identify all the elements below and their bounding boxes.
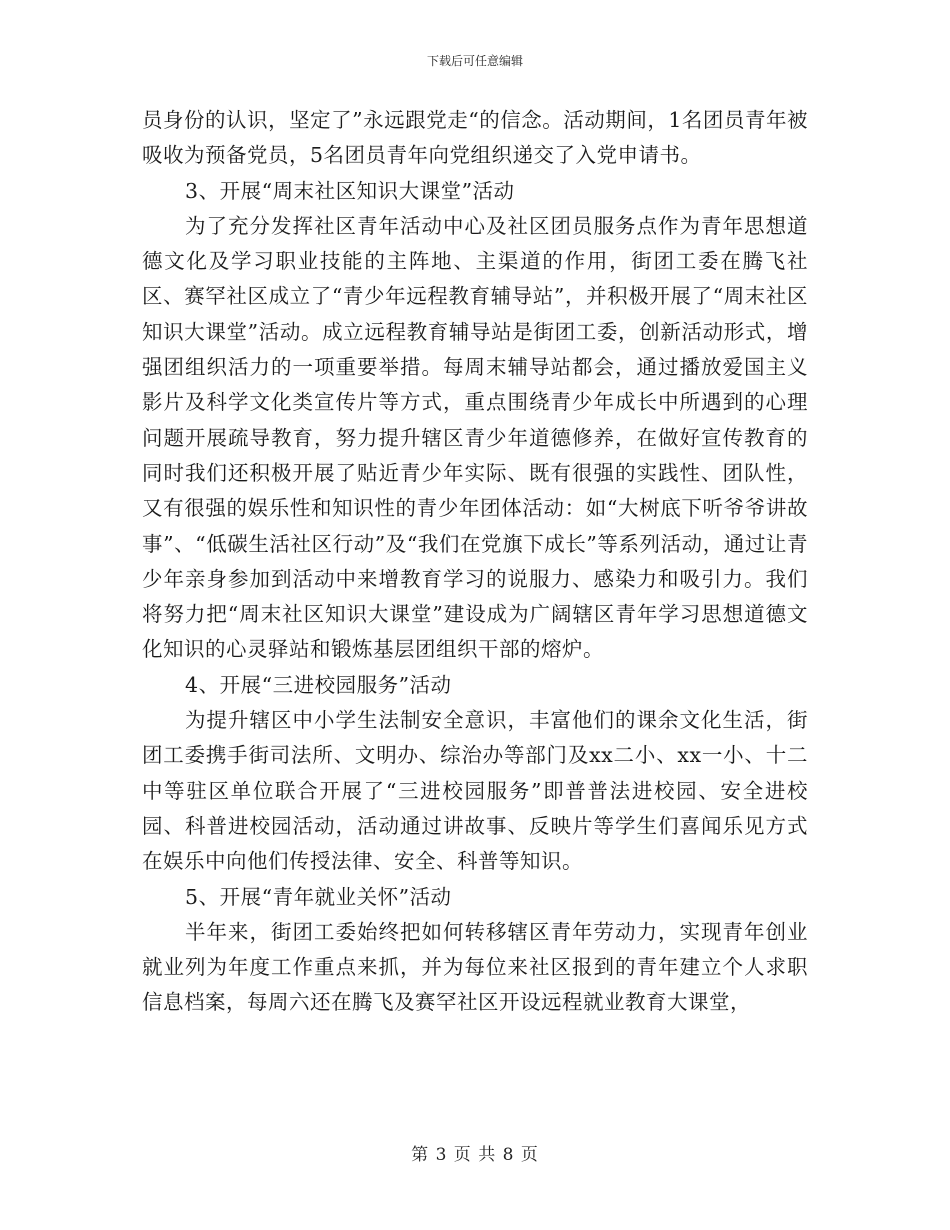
section-heading-5: 5、开展“青年就业关怀”活动 — [185, 884, 452, 909]
paragraph-section-5: 半年来，街团工委始终把如何转移辖区青年劳动力，实现青年创业就业列为年度工作重点来抓，并为每位来社区报到的青年建立个人求职信息档案，每周六还在腾飞及赛罕社区开设远程就业教育大课堂， — [142, 919, 808, 1015]
paragraph-continuation: 员身份的认识，坚定了”永远跟党走“的信念。活动期间，1名团员青年被吸收为预备党员，5名团员青年向党组织递交了入党申请书。 — [142, 108, 808, 168]
document-body — [142, 103, 808, 1021]
paragraph-section-3: 为了充分发挥社区青年活动中心及社区团员服务点作为青年思想道德文化及学习职业技能的主阵地、主渠道的作用，街团工委在腾飞社区、赛罕社区成立了“青少年远程教育辅导站”，并积极开展了“周末社区知识大课堂”活动。成立远程教育辅导站是街团工委，创新活动形式，增强团组织活力的一项重要举措。每周末辅导站都会，通过播放爱国主义影片及科学文化类宣传片等方式，重点围绕青少年成长中所遇到的心理问题开展疏导教育，努力提升辖区青少年道德修养，在做好宣传教育的同时我们还积极开展了贴近青少年实际、既有很强的实践性、团队性，又有很强的娱乐性和知识性的青少年团体活动：如“大树底下听爷爷讲故事”、“低碳生活社区行动”及“我们在党旗下成长”等系列活动，通过让青少年亲身参加到活动中来增教育学习的说服力、感染力和吸引力。我们将努力把“周末社区知识大课堂”建设成为广阔辖区青年学习思想道德文化知识的心灵驿站和锻炼基层团组织干部的熔炉。 — [142, 213, 808, 662]
section-heading-3: 3、开展“周末社区知识大课堂”活动 — [185, 178, 515, 203]
page-number: 第 3 页 共 8 页 — [411, 1145, 539, 1165]
paragraph-section-4: 为提升辖区中小学生法制安全意识，丰富他们的课余文化生活，街团工委携手街司法所、文明办、综治办等部门及xx二小、xx一小、十二中等驻区单位联合开展了“三进校园服务”即普普法进校园、安全进校园、科普进校园活动，活动通过讲故事、反映片等学生们喜闻乐见方式在娱乐中向他们传授法律、安全、科普等知识。 — [142, 708, 808, 874]
section-heading-4: 4、开展“三进校园服务”活动 — [185, 672, 452, 697]
page-header-note: 下载后可任意编辑 — [426, 54, 523, 68]
